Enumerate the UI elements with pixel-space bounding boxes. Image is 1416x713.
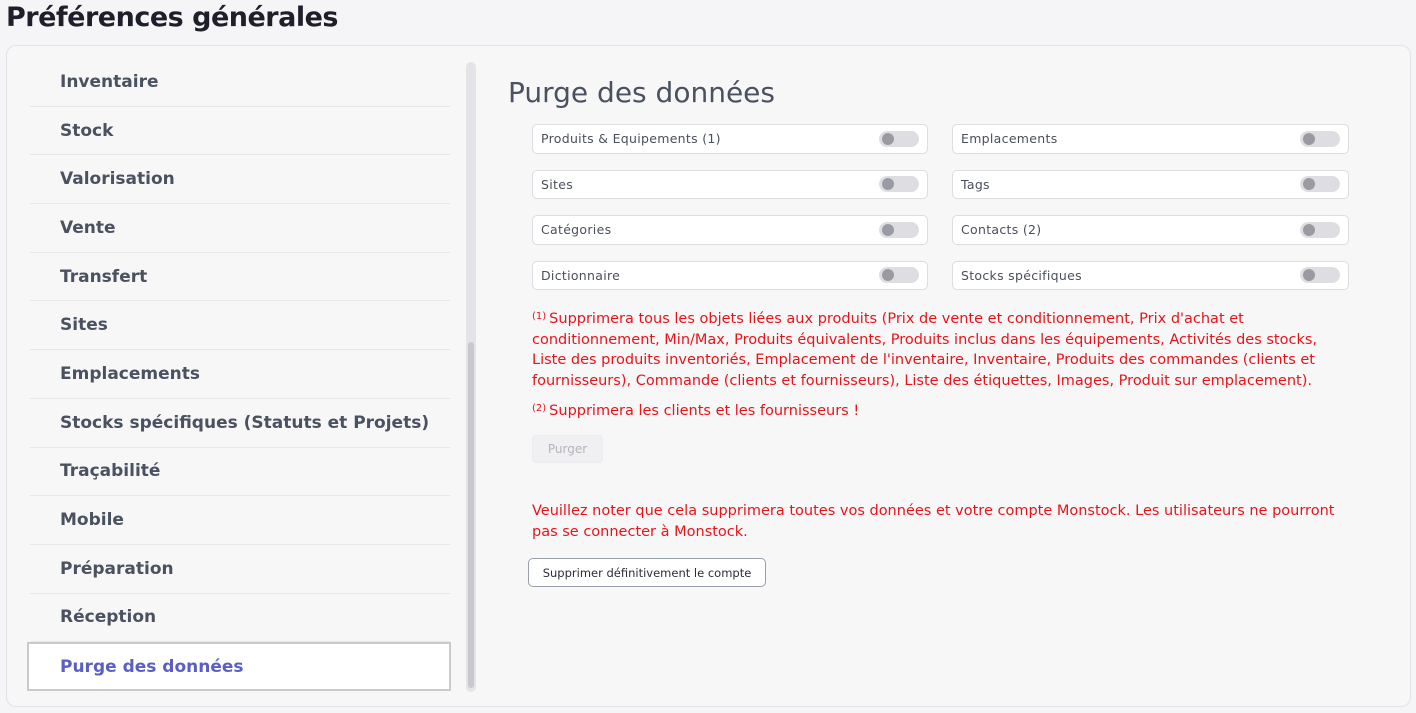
toggle-knob (1303, 178, 1315, 190)
page-title: Préférences générales (6, 2, 338, 33)
toggle-label: Catégories (541, 222, 612, 238)
sidebar-item-emplacements[interactable]: Emplacements (30, 350, 450, 399)
toggle-row-dictionnaire (532, 261, 928, 291)
sidebar-item-inventaire[interactable]: Inventaire (30, 58, 450, 107)
toggle-knob (1303, 133, 1315, 145)
sidebar-nav (30, 58, 450, 691)
toggle-label: Emplacements (961, 131, 1058, 147)
toggle-row-sites (532, 170, 928, 200)
sidebar-item-valorisation[interactable]: Valorisation (30, 155, 450, 204)
toggle-knob (882, 269, 894, 281)
account-deletion-warning: Veuillez noter que cela supprimera toutes vos données et votre compte Monstock. Les utilisateurs ne pourront pas se connecter à Monstock. (532, 503, 1335, 540)
purge-notes (532, 309, 1332, 422)
toggle-switch-contacts[interactable] (1300, 222, 1340, 238)
note-2-marker: (2) (532, 403, 547, 415)
note-2 (532, 401, 1332, 422)
toggle-row-emplacements (952, 124, 1349, 154)
toggle-switch-stocks-specifiques[interactable] (1300, 267, 1340, 283)
note-1 (532, 309, 1332, 391)
sidebar-item-stock[interactable]: Stock (30, 107, 450, 156)
toggle-switch-produits-equipements[interactable] (879, 131, 919, 147)
note-2-text: Supprimera les clients et les fournisseurs ! (549, 403, 860, 420)
toggle-switch-sites[interactable] (879, 176, 919, 192)
sidebar-item-reception[interactable]: Réception (30, 594, 450, 643)
toggle-label: Tags (961, 176, 990, 192)
toggle-row-contacts (952, 215, 1349, 245)
toggle-knob (1303, 224, 1315, 236)
toggle-label: Sites (541, 176, 574, 192)
toggle-row-produits-equipements (532, 124, 928, 154)
purge-options-grid (532, 124, 1349, 290)
sidebar-item-preparation[interactable]: Préparation (30, 545, 450, 594)
toggle-row-tags (952, 170, 1349, 200)
toggle-knob (882, 178, 894, 190)
note-1-marker: (1) (532, 311, 547, 322)
purge-button[interactable]: Purger (532, 435, 603, 463)
sidebar-item-stocks-specifiques[interactable]: Stocks spécifiques (Statuts et Projets) (30, 399, 450, 448)
sidebar-scrollbar-thumb[interactable] (468, 342, 474, 688)
toggle-label: Stocks spécifiques (961, 267, 1082, 283)
toggle-row-categories (532, 215, 928, 245)
toggle-row-stocks-specifiques (952, 261, 1349, 291)
sidebar-item-tracabilite[interactable]: Traçabilité (30, 448, 450, 497)
sidebar-item-mobile[interactable]: Mobile (30, 496, 450, 545)
sidebar-item-vente[interactable]: Vente (30, 204, 450, 253)
toggle-knob (882, 224, 894, 236)
note-1-text: Supprimera tous les objets liées aux produits (Prix de vente et conditionnement, Prix d'achat et conditionnement, Min/Max, Produits équivalents, Produits inclus dans les équipements, Activités des stocks, Liste des produits inventoriés, Emplacement de l'inventaire, Inventaire, Produits des commandes (clients et fournisseurs), Commande (clients et fournisseurs), Liste des étiquettes, Images, Produit sur emplacement). (532, 311, 1318, 389)
toggle-knob (1303, 269, 1315, 281)
toggle-label: Contacts (2) (961, 222, 1042, 238)
toggle-switch-tags[interactable] (1300, 176, 1340, 192)
toggle-label: Dictionnaire (541, 267, 621, 283)
toggle-switch-categories[interactable] (879, 222, 919, 238)
sidebar-item-transfert[interactable]: Transfert (30, 253, 450, 302)
toggle-switch-dictionnaire[interactable] (879, 267, 919, 283)
section-title: Purge des données (508, 76, 775, 109)
sidebar-item-sites[interactable]: Sites (30, 301, 450, 350)
sidebar-item-purge-des-donnees[interactable]: Purge des données (27, 642, 451, 691)
toggle-switch-emplacements[interactable] (1300, 131, 1340, 147)
toggle-knob (882, 133, 894, 145)
delete-account-button[interactable]: Supprimer définitivement le compte (528, 558, 766, 587)
toggle-label: Produits & Equipements (1) (541, 131, 721, 147)
